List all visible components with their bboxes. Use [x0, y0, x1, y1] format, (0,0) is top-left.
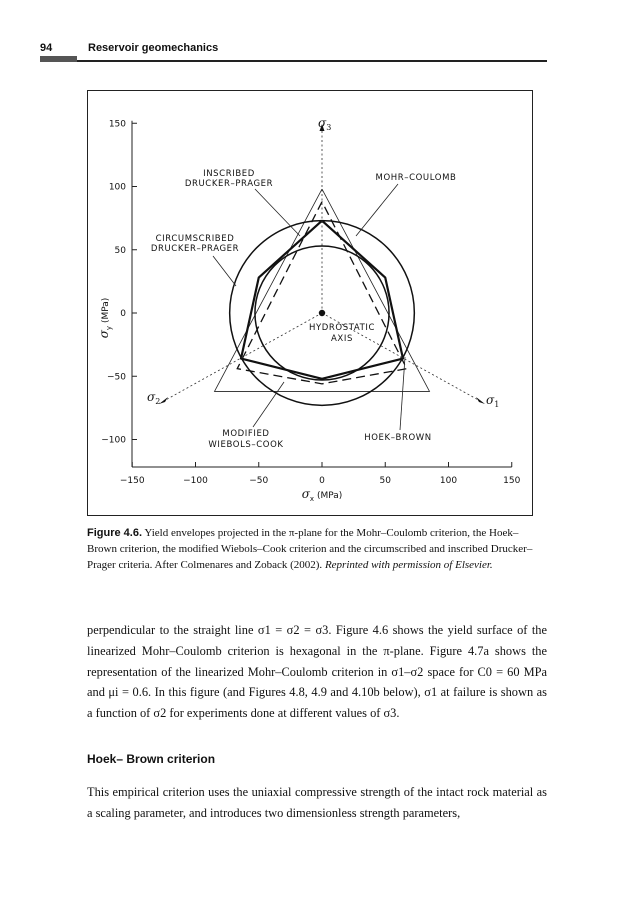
x-tick-label: 150: [503, 476, 521, 486]
x-tick-label: −50: [249, 476, 269, 486]
body-paragraph-2: This empirical criterion uses the uniaxial compressive strength of the intact rock material as a scaling parameter, and introduces two dimensionless strength parameters,: [87, 785, 547, 820]
caption-label: Figure 4.6.: [87, 527, 143, 539]
leader-circumscribed: [213, 256, 236, 286]
x-tick-label: 0: [319, 476, 325, 486]
label-circumscribed-1: CIRCUMSCRIBED: [155, 234, 235, 244]
x-tick-label: −150: [119, 476, 145, 486]
label-inscribed-1: INSCRIBED: [203, 169, 255, 179]
label-inscribed-2: DRUCKER–PRAGER: [184, 179, 274, 189]
y-tick-label: 100: [108, 182, 126, 193]
label-mohr-coulomb: MOHR–COULOMB: [375, 173, 457, 183]
leader-mohr-coulomb: [356, 184, 398, 236]
running-title: Reservoir geomechanics: [88, 42, 219, 54]
y-axis-title: $\sigma_y$ (MPa): [97, 297, 113, 339]
hydrostatic-axis-point: [319, 310, 325, 316]
label-hydrostatic-2: AXIS: [331, 334, 353, 344]
leader-hoek-brown: [400, 357, 405, 430]
label-modified-1: MODIFIED: [222, 429, 270, 439]
figure-caption: [87, 525, 547, 573]
sigma2-label: $\sigma_2$: [147, 390, 161, 406]
sigma1-label: $\sigma_1$: [486, 393, 500, 409]
x-tick-label: −100: [183, 476, 208, 486]
y-tick-label: −50: [107, 372, 126, 383]
label-circumscribed-2: DRUCKER–PRAGER: [150, 244, 240, 254]
sigma3-label: $\sigma_3$: [318, 116, 332, 132]
leader-inscribed: [255, 189, 300, 236]
sigma1-arrowhead: [476, 397, 485, 404]
sigma2-axis: [162, 313, 322, 402]
y-tick-label: 0: [120, 309, 126, 319]
caption-permission: Reprinted with permission of Elsevier.: [324, 559, 493, 571]
caption-text: Yield envelopes projected in the π-plane for the Mohr–Coulomb criterion, the Hoek–Brown criterion, the modified Wiebols–Cook criterion and the circumscribed and inscribed Drucker–Prager criteria. After Colmenares and Zoback (2002).: [87, 527, 533, 571]
sigma2-arrowhead: [159, 397, 168, 404]
axes-group: [101, 119, 520, 486]
label-hoek-brown: HOEK–BROWN: [364, 433, 432, 443]
y-tick-label: 50: [114, 245, 126, 256]
body-paragraph-1: perpendicular to the straight line σ1 = σ2 = σ3. Figure 4.6 shows the yield surface of the linearized Mohr–Coulomb criterion is hexagonal in the π-plane. Figure 4.7a shows the representation of the linearized Mohr–Coulomb criterion in σ1–σ2 space for C0 = 60 MPa and μi = 0.6. In this figure (and Figures 4.8, 4.9 and 4.10b below), σ1 at failure is shown as a function of σ2 for experiments done at different values of σ3.: [87, 623, 547, 721]
section-heading: Hoek– Brown criterion: [87, 752, 216, 766]
x-tick-label: 50: [379, 476, 391, 486]
page-number: 94: [40, 42, 53, 54]
y-tick-label: 150: [108, 119, 126, 130]
x-tick-label: 100: [439, 476, 458, 486]
series-modified-wiebols-cook: [237, 202, 407, 384]
label-hydrostatic-1: HYDROSTATIC: [308, 323, 376, 333]
x-axis-title: $\sigma_x$ (MPa): [301, 487, 343, 503]
y-tick-label: −100: [101, 435, 126, 446]
label-modified-2: WIEBOLS–COOK: [208, 440, 284, 450]
